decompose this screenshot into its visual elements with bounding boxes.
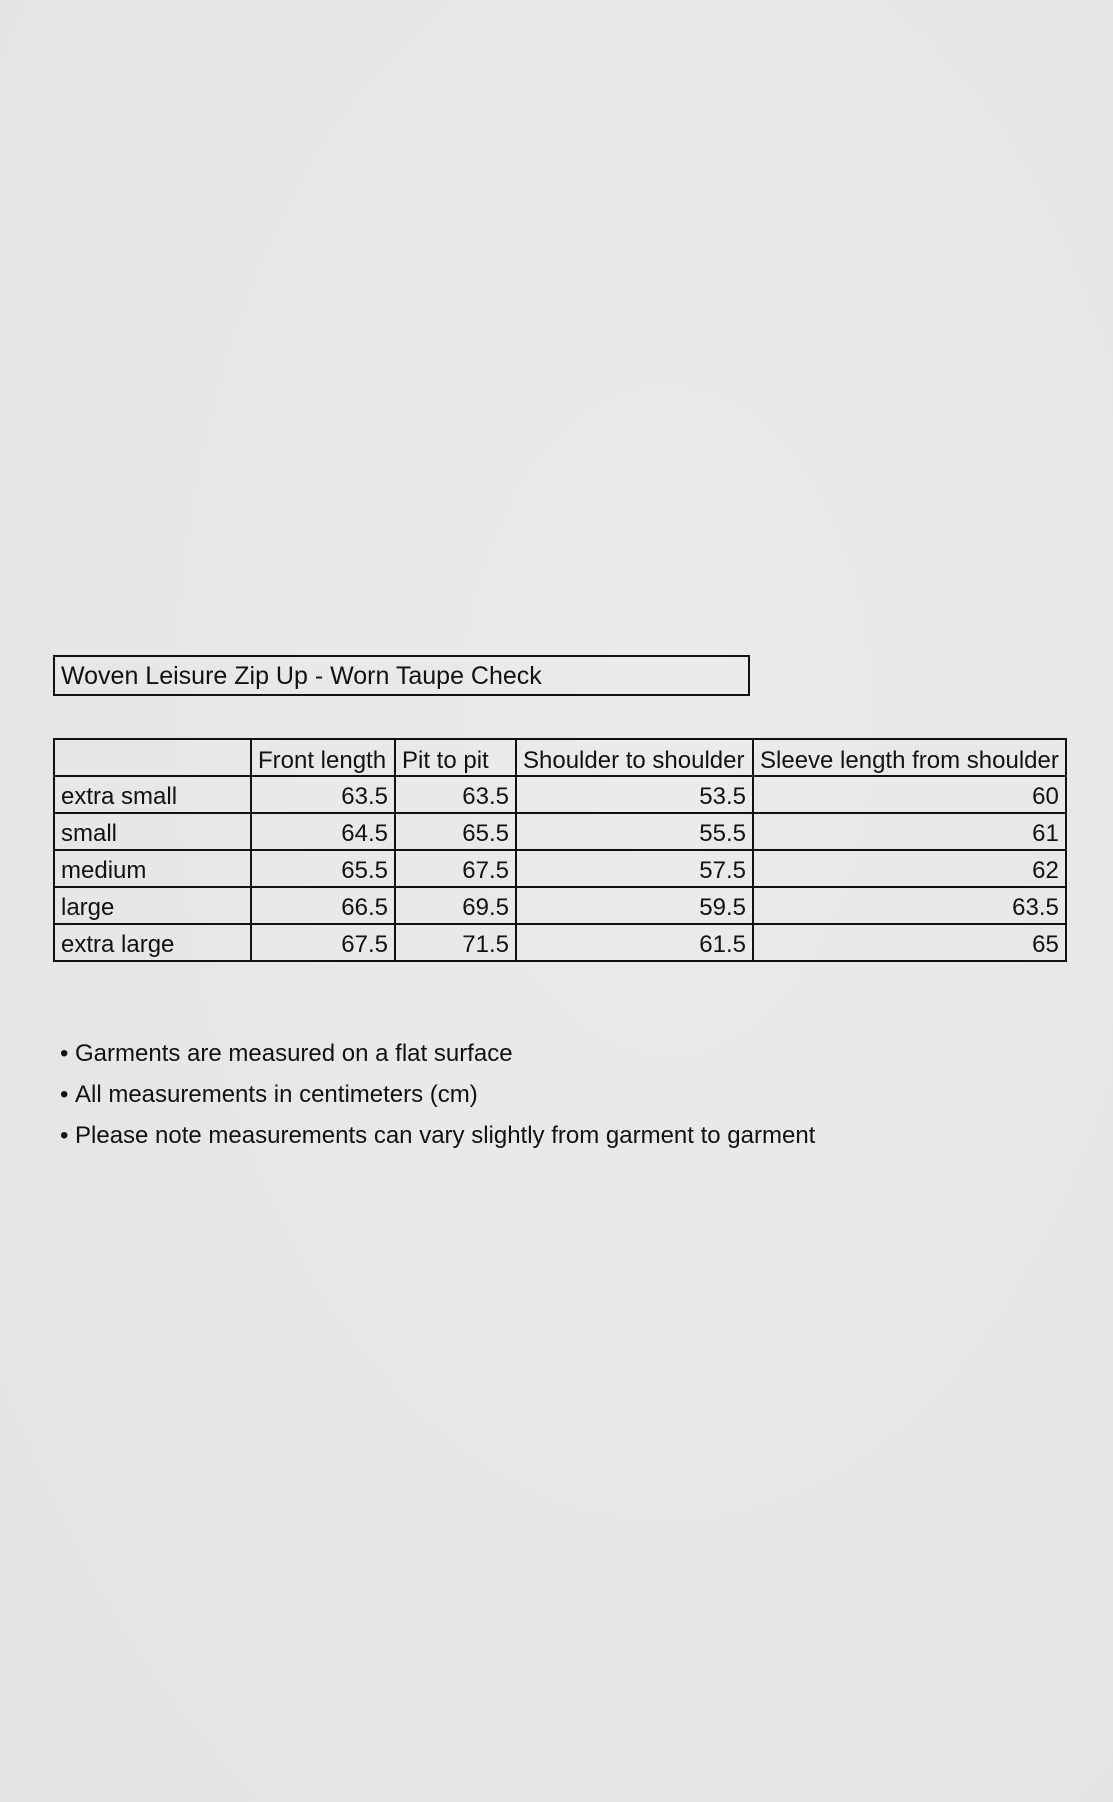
size-label: small	[54, 813, 251, 850]
shoulder-value: 55.5	[516, 813, 753, 850]
pit-to-pit-value: 71.5	[395, 924, 516, 961]
front-length-value: 64.5	[251, 813, 395, 850]
bullet-icon: •	[60, 1040, 69, 1067]
header-shoulder-to-shoulder: Shoulder to shoulder	[516, 739, 753, 776]
size-label: extra large	[54, 924, 251, 961]
size-label: large	[54, 887, 251, 924]
pit-to-pit-value: 63.5	[395, 776, 516, 813]
list-item	[60, 1074, 815, 1115]
front-length-value: 66.5	[251, 887, 395, 924]
pit-to-pit-value: 69.5	[395, 887, 516, 924]
note-text: All measurements in centimeters (cm)	[75, 1081, 478, 1108]
table-row	[54, 813, 1066, 850]
list-item	[60, 1033, 815, 1074]
sleeve-value: 61	[753, 813, 1066, 850]
note-text: Please note measurements can vary slightly from garment to garment	[75, 1122, 816, 1149]
table-row	[54, 924, 1066, 961]
pit-to-pit-value: 65.5	[395, 813, 516, 850]
product-title: Woven Leisure Zip Up - Worn Taupe Check	[53, 655, 750, 696]
bullet-icon: •	[60, 1081, 69, 1108]
shoulder-value: 61.5	[516, 924, 753, 961]
note-text: Garments are measured on a flat surface	[75, 1040, 513, 1067]
front-length-value: 65.5	[251, 850, 395, 887]
size-label: extra small	[54, 776, 251, 813]
pit-to-pit-value: 67.5	[395, 850, 516, 887]
header-cell-empty	[54, 739, 251, 776]
shoulder-value: 57.5	[516, 850, 753, 887]
table-row	[54, 776, 1066, 813]
sleeve-value: 60	[753, 776, 1066, 813]
header-front-length: Front length	[251, 739, 395, 776]
size-chart-table	[53, 738, 1067, 962]
size-label: medium	[54, 850, 251, 887]
table-row	[54, 850, 1066, 887]
sleeve-value: 63.5	[753, 887, 1066, 924]
bullet-icon: •	[60, 1122, 69, 1149]
table-header-row	[54, 739, 1066, 776]
front-length-value: 67.5	[251, 924, 395, 961]
front-length-value: 63.5	[251, 776, 395, 813]
shoulder-value: 53.5	[516, 776, 753, 813]
list-item	[60, 1115, 815, 1156]
shoulder-value: 59.5	[516, 887, 753, 924]
header-sleeve-length: Sleeve length from shoulder	[753, 739, 1066, 776]
sleeve-value: 65	[753, 924, 1066, 961]
table-row	[54, 887, 1066, 924]
header-pit-to-pit: Pit to pit	[395, 739, 516, 776]
sleeve-value: 62	[753, 850, 1066, 887]
measurement-notes	[60, 1033, 815, 1156]
